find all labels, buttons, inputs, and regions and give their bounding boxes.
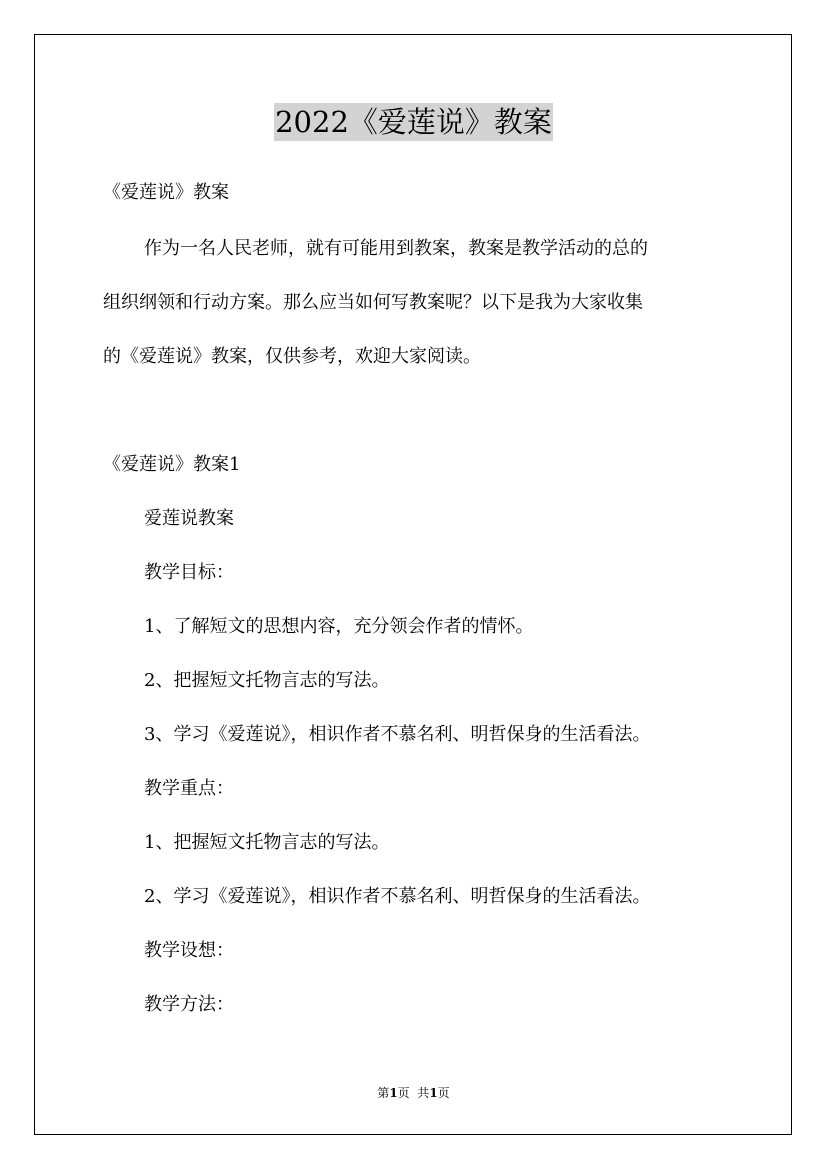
footer-suffix: 页 — [437, 1086, 450, 1100]
page-footer — [0, 1085, 827, 1101]
intro-line-3: 的《爱莲说》教案，仅供参考，欢迎大家阅读。 — [103, 346, 481, 367]
footer-total-pages: 1 — [429, 1086, 438, 1100]
subtitle: 《爱莲说》教案 — [103, 182, 229, 203]
section-line: 3、学习《爱莲说》，相识作者不慕名利、明哲保身的生活看法。 — [144, 724, 651, 745]
section-line: 1、了解短文的思想内容，充分领会作者的情怀。 — [144, 616, 534, 637]
section-line: 1、把握短文托物言志的写法。 — [144, 832, 390, 853]
section-line: 2、把握短文托物言志的写法。 — [144, 670, 390, 691]
section-line: 教学设想： — [144, 940, 234, 961]
section-line: 教学目标： — [144, 562, 234, 583]
title-wrap — [0, 103, 827, 141]
section-line: 教学重点： — [144, 778, 234, 799]
section-line: 2、学习《爱莲说》，相识作者不慕名利、明哲保身的生活看法。 — [144, 886, 651, 907]
intro-line-1: 作为一名人民老师，就有可能用到教案，教案是教学活动的总的 — [144, 238, 648, 259]
section-line: 教学方法： — [144, 994, 234, 1015]
intro-line-2: 组织纲领和行动方案。那么应当如何写教案呢？以下是我为大家收集 — [103, 292, 643, 313]
section-heading: 《爱莲说》教案1 — [103, 454, 241, 475]
footer-mid: 页 共 — [397, 1086, 430, 1100]
footer-page-number: 1 — [389, 1086, 398, 1100]
section-line: 爱莲说教案 — [144, 508, 234, 529]
footer-prefix: 第 — [377, 1086, 390, 1100]
document-title: 2022《爱莲说》教案 — [275, 105, 552, 139]
